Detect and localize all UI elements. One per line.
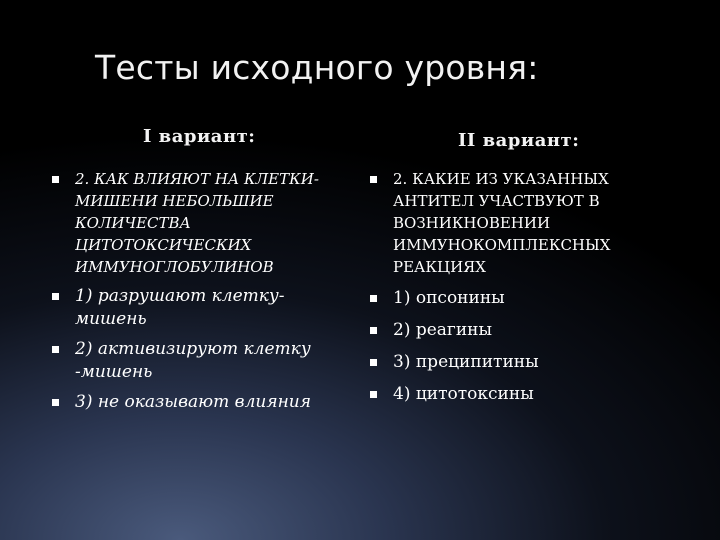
square-bullet-icon — [370, 295, 377, 302]
variant-2-heading: II вариант: — [458, 130, 580, 151]
variant-1-question — [52, 168, 347, 278]
square-bullet-icon — [52, 346, 59, 353]
square-bullet-icon — [52, 293, 59, 300]
option-text: 1) опсонины — [393, 288, 505, 308]
variant-1-heading: I вариант: — [143, 126, 256, 147]
option-text: 2) реагины — [393, 320, 493, 340]
square-bullet-icon — [52, 176, 59, 183]
option-text: 3) не оказывают влияния — [75, 392, 311, 412]
square-bullet-icon — [370, 391, 377, 398]
variant-2-option-4 — [370, 383, 680, 406]
option-text: 2) активизируют клетку -мишень — [75, 339, 311, 382]
variant-2-question — [370, 168, 680, 278]
variant-2-list — [370, 168, 680, 413]
square-bullet-icon — [370, 176, 377, 183]
option-text: 3) преципитины — [393, 352, 539, 372]
variant-1-option-2 — [52, 338, 347, 384]
variant-1-option-3 — [52, 391, 347, 414]
square-bullet-icon — [370, 359, 377, 366]
variant-1-option-1 — [52, 285, 347, 331]
option-text: 1) разрушают клетку-мишень — [75, 286, 285, 329]
variant-2-option-3 — [370, 351, 680, 374]
option-text: 4) цитотоксины — [393, 384, 534, 404]
variant-1-list — [52, 168, 347, 421]
question-text: 2. КАК ВЛИЯЮТ НА КЛЕТКИ-МИШЕНИ НЕБОЛЬШИЕ КОЛИЧЕСТВА ЦИТОТОКСИЧЕСКИХ ИММУНОГЛОБУЛИНОВ — [75, 170, 319, 276]
question-text: 2. КАКИЕ ИЗ УКАЗАННЫХ АНТИТЕЛ УЧАСТВУЮТ В ВОЗНИКНОВЕНИИ ИММУНОКОМПЛЕКСНЫХ РЕАКЦИЯХ — [393, 170, 611, 276]
slide-title: Тесты исходного уровня: — [95, 48, 539, 87]
square-bullet-icon — [370, 327, 377, 334]
variant-2-option-1 — [370, 287, 680, 310]
variant-2-option-2 — [370, 319, 680, 342]
square-bullet-icon — [52, 399, 59, 406]
